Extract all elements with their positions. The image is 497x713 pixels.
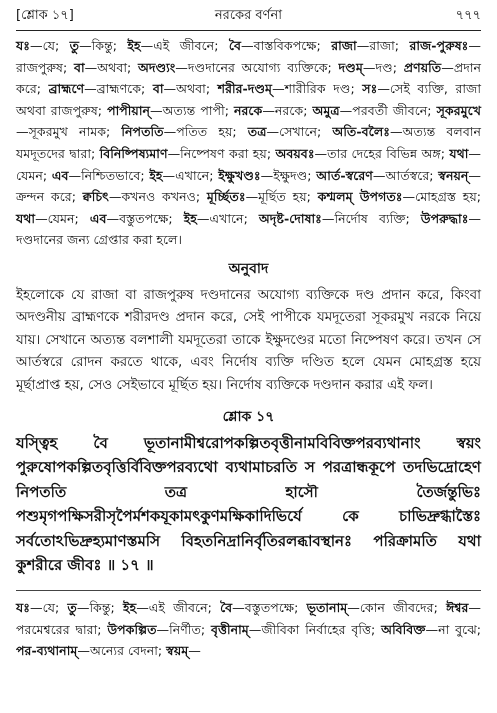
synonym-term: বিনিষ্পিষ্যমাণ — [99, 145, 168, 161]
synonym-term: ভূতানাম্ — [306, 599, 348, 615]
synonym-meaning: —এখানে; — [162, 167, 219, 183]
synonym-meaning: —এই জীবনে; — [136, 599, 221, 615]
verse-heading: শ্লোক ১৭ — [222, 408, 275, 425]
synonym-term: অবিবিক্ত — [381, 621, 426, 637]
synonym-term: অতি-বলৈঃ — [332, 124, 390, 140]
synonym-meaning: —নির্দোষ ব্যক্তি; — [321, 210, 421, 226]
synonym-meaning: —ক্রন্দন করে; — [16, 167, 482, 205]
synonym-term: ইহ — [123, 599, 137, 615]
synonym-meaning: —সূকরমুখ নামক; — [16, 124, 122, 140]
synonym-term: স্বয়ম্ — [166, 643, 189, 659]
synonym-meaning: —অথবা; — [84, 59, 138, 75]
synonym-term: নরকে — [233, 102, 263, 118]
synonym-meaning: — — [188, 643, 201, 659]
synonym-meaning: —অত্যন্ত পাপী; — [150, 102, 234, 118]
synonym-term: ইহ — [183, 210, 197, 226]
synonym-meaning: —সেই ব্যক্তি, রাজা অথবা রাজপুরুষ; — [16, 81, 481, 118]
synonym-term: ব্রাহ্মণে — [48, 81, 85, 97]
synonym-meaning: —কিন্তু; — [79, 38, 128, 53]
synonym-term: শরীর-দণ্ডম্ — [217, 81, 273, 97]
header-rule — [16, 30, 481, 31]
synonym-meaning: —প্রদান করে; — [16, 59, 481, 97]
synonym-term: ক্বচিৎ — [82, 189, 109, 205]
synonym-term: ইহ — [149, 167, 163, 183]
synonym-term: যথা — [449, 145, 469, 161]
synonym-term: যথা — [16, 210, 36, 226]
synonym-term: অদণ্ড্যং — [137, 59, 176, 75]
synonym-term: মূর্চ্ছিতঃ — [206, 189, 246, 205]
synonym-meaning: —যে; — [29, 599, 68, 615]
synonym-meaning: —পরমেশ্বরের দ্বারা; — [16, 599, 482, 637]
synonym-term: রাজ-পুরুষঃ — [409, 38, 469, 53]
synonym-term: আর্ত-স্বরেণ — [316, 167, 373, 183]
synonym-term: অমুত্র — [312, 102, 340, 118]
synonym-term: স্বনয়ন্ — [438, 167, 469, 183]
synonym-term: তু — [67, 599, 77, 615]
synonym-term: যঃ — [16, 38, 30, 53]
synonym-term: দণ্ডম্ — [338, 59, 363, 75]
page-number: ৭৭৭ — [455, 8, 481, 23]
synonym-meaning: —কিন্তু; — [76, 599, 124, 615]
synonym-meaning: —জীবিকা নির্বাহের বৃত্তি; — [248, 621, 382, 637]
synonym-term: পাপীয়ান্ — [107, 102, 151, 118]
synonym-meaning: —অন্যের বেদনা; — [77, 643, 167, 659]
synonym-term: ইহ — [127, 38, 141, 53]
synonym-term: অবয়বঃ — [275, 145, 315, 161]
synonym-meaning: —তার দেহের বিভিন্ন অঙ্গ; — [314, 145, 450, 161]
synonym-meaning: —কখনও কখনও; — [108, 189, 207, 205]
verse-reference: [শ্লোক ১৭] — [16, 8, 74, 23]
synonym-meaning: —দণ্ড; — [362, 59, 404, 75]
synonym-meaning: —রাজপুরুষ; — [16, 38, 481, 75]
translation-paragraph: ইহলোকে যে রাজা বা রাজপুরুষ দণ্ডদানের অযোগ্য ব্যক্তিকে দণ্ড প্রদান করে, কিংবা অদণ্ডনীয় ব্রাহ্মণকে শরীরদণ্ড প্রদান করে, সেই পাপীকে যমদূতেরা সূকরমুখ নরকে নিয়ে যায়। সেখানে অত্যন্ত বলশালী যমদূতেরা তাকে ইক্ষুদণ্ডের মতো নিষ্পেষণ করে। তখন সে আর্তস্বরে রোদন করতে থাকে, এবং নির্দোষ ব্যক্তি দণ্ডিত হলে যেমন মোহগ্রস্ত হয়ে মূর্ছাপ্রাপ্ত হয়, সেও সেইভাবে মূর্ছিত হয়। নির্দোষ ব্যক্তিকে দণ্ডদান করার এই ফল। — [16, 287, 481, 393]
synonym-term: তু — [69, 38, 80, 53]
chapter-title: নরকের বর্ণনা — [214, 8, 283, 23]
verse-divider — [16, 590, 481, 591]
synonym-meaning: —দণ্ডদানের জন্য গ্রেপ্তার করা হলে। — [16, 210, 481, 248]
synonym-meaning: —না বুঝে; — [425, 621, 481, 637]
synonym-meaning: —আর্তস্বরে; — [372, 167, 439, 183]
synonym-meaning: —এই জীবনে; — [140, 38, 229, 53]
synonym-term: ঈশ্বর — [446, 599, 469, 615]
synonym-meaning: —যেমন; — [16, 145, 482, 183]
synonym-meaning: —অথবা; — [163, 81, 218, 97]
synonym-meaning: —পতিত হয়; — [163, 124, 248, 140]
synonym-meaning: —শারীরিক দণ্ড; — [272, 81, 363, 97]
synonym-term: বৃত্তীনাম্ — [211, 621, 249, 637]
synonym-term: বা — [152, 81, 164, 97]
synonym-meaning: —ইক্ষুদণ্ড; — [260, 167, 317, 183]
synonym-meaning: —নরকে; — [262, 102, 313, 118]
synonym-term: এব — [51, 167, 69, 183]
synonym-meaning: —দণ্ডদানের অযোগ্য ব্যক্তিকে; — [175, 59, 339, 75]
synonym-term: রাজা — [331, 38, 357, 53]
page-header — [16, 6, 481, 28]
synonym-term: ইক্ষুখণ্ডঃ — [218, 167, 261, 183]
synonym-term: নিপততি — [121, 124, 164, 140]
synonym-meaning: —অত্যন্ত বলবান যমদূতদের দ্বারা; — [16, 124, 481, 161]
synonym-term: উপরুদ্ধাঃ — [420, 210, 469, 226]
synonym-meaning: —ব্রাহ্মণকে; — [84, 81, 153, 97]
synonym-term: বৈ — [220, 599, 233, 615]
synonym-meaning: —পরবর্তী জীবনে; — [339, 102, 437, 118]
synonym-term: প্রণয়তি — [403, 59, 442, 75]
synonym-term: যঃ — [16, 599, 30, 615]
synonym-meaning: —বাস্তবিকপক্ষে; — [240, 38, 332, 53]
synonym-term: বা — [74, 59, 85, 75]
translation-heading: অনুবাদ — [228, 260, 269, 277]
synonym-meaning: —মূর্ছিত হয়; — [245, 189, 318, 205]
synonym-meaning: —এখানে; — [196, 210, 259, 226]
synonym-term: সূকরমুখে — [436, 102, 481, 118]
sanskrit-verse: যস্ত্বিহ বৈ ভূতানামীশ্বরোপকল্পিতবৃত্তীনামবিবিক্তপরব্যথানাং স্বয়ং পুরুষোপকল্পিতবৃত্তির্বিবিক্তপরব্যথো ব্যথামাচরতি স পরত্রান্ধকূপে তদভিদ্রোহেণ নিপততি তত্র হাসৌ তৈর্জন্তুভিঃ পশুমৃগপক্ষিসরীসৃপৈর্মশকযূকামৎকুণমক্ষিকাদিভির্যে কে চাভিদ্রুগ্ধাস্তৈঃ সর্বতোঽভিদ্রুহ্যমাণস্তমসি বিহতনিদ্রানির্বৃতিরলব্ধাবস্থানঃ পরিক্রামতি যথা কুশরীরে জীবঃ ॥ ১৭ ॥ — [16, 433, 481, 575]
synonym-term: উপকল্পিত — [107, 621, 157, 637]
synonym-term: এব — [89, 210, 107, 226]
synonym-meaning: —বস্তুতপক্ষে; — [106, 210, 184, 226]
synonyms-paragraph-top — [16, 35, 481, 251]
synonym-term: পর-ব্যথানাম্ — [16, 643, 78, 659]
synonym-meaning: —নিশ্চিতভাবে; — [68, 167, 150, 183]
synonym-meaning: —বস্তুতপক্ষে; — [232, 599, 307, 615]
synonym-meaning: —সেখানে; — [266, 124, 333, 140]
synonym-term: সঃ — [362, 81, 378, 97]
synonym-meaning: —নির্ণীত; — [156, 621, 212, 637]
synonyms-paragraph-bottom — [16, 597, 481, 662]
synonym-meaning: —রাজা; — [356, 38, 410, 53]
synonym-meaning: —যে; — [29, 38, 70, 53]
synonym-term: তত্র — [247, 124, 267, 140]
synonym-meaning: —যেমন; — [35, 210, 90, 226]
synonym-meaning: —নিষ্পেষণ করা হয়; — [167, 145, 276, 161]
synonym-term: বৈ — [228, 38, 241, 53]
synonym-term: অদৃষ্ট-দোষাঃ — [258, 210, 322, 226]
synonym-term: কশ্মলম্ উপগতঃ — [317, 189, 403, 205]
synonym-meaning: —কোন জীবদের; — [347, 599, 447, 615]
synonym-meaning: —মোহগ্রস্ত হয়; — [402, 189, 481, 205]
